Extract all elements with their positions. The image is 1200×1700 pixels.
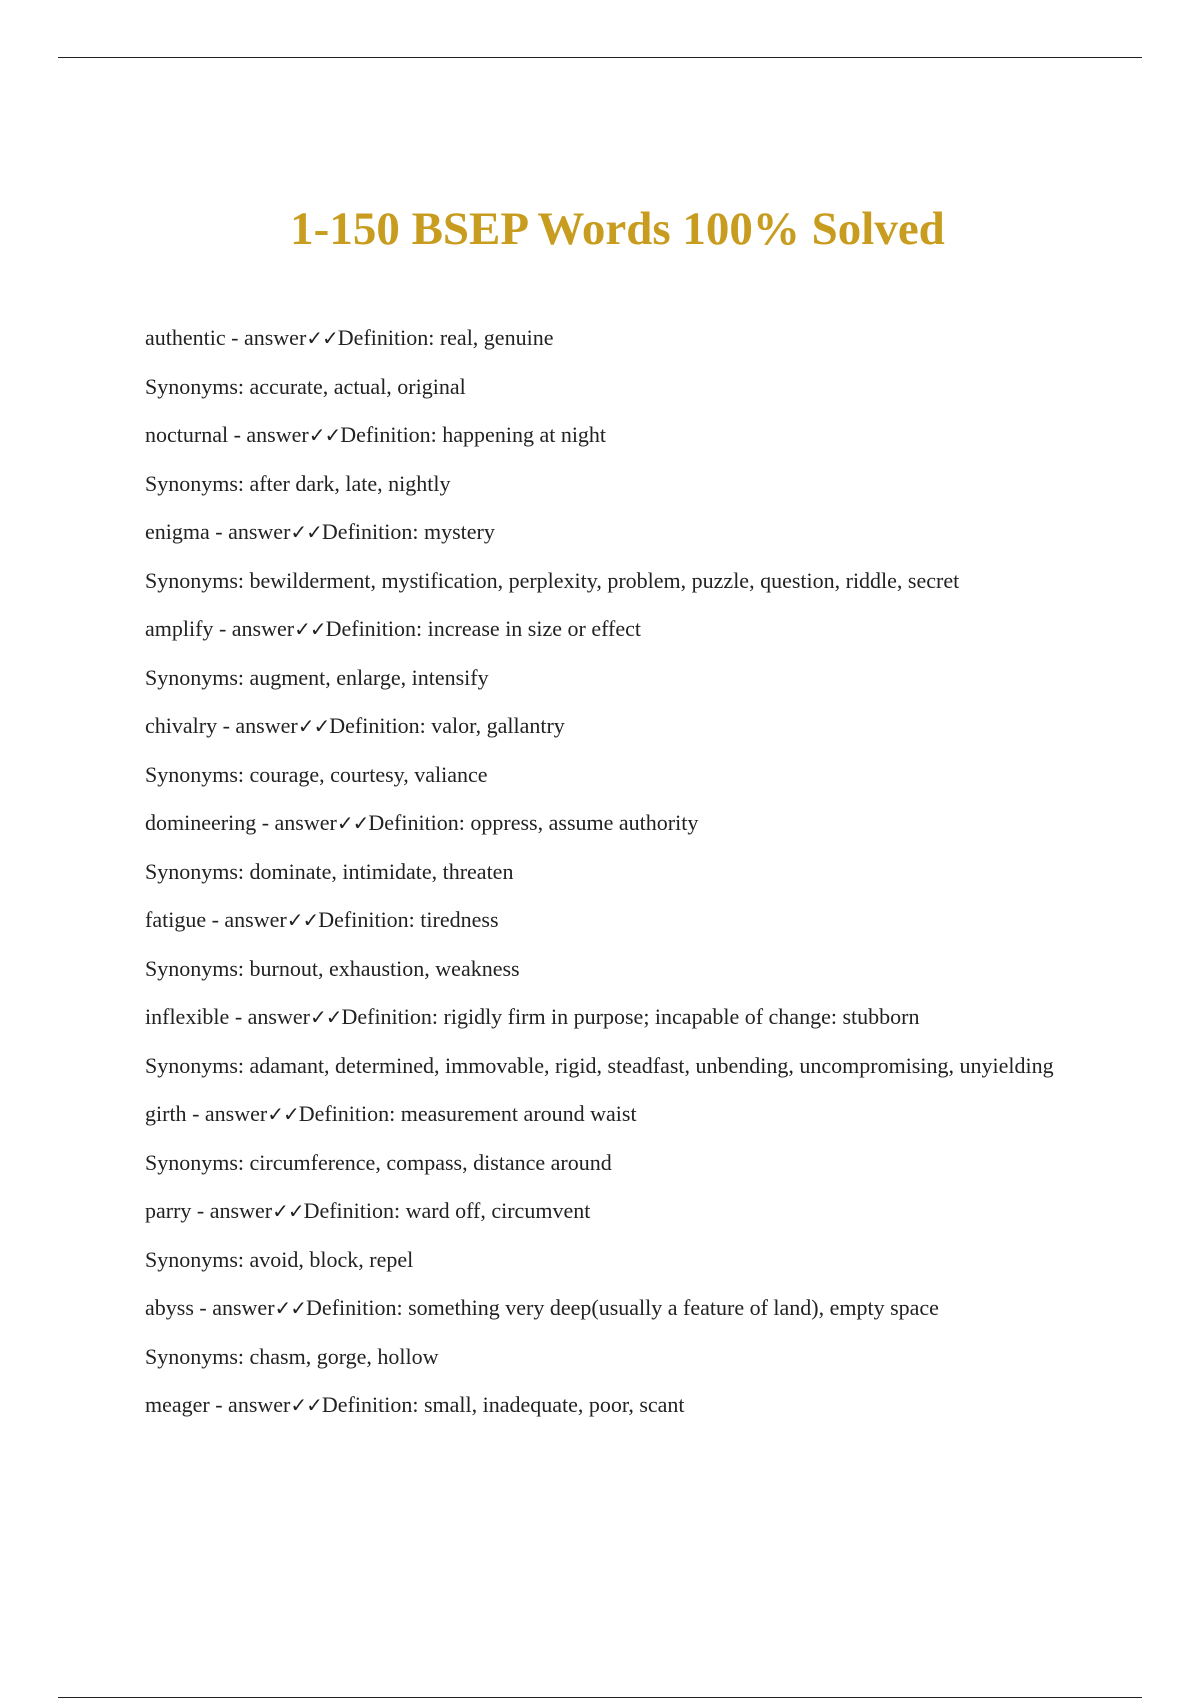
- answer-separator: - answer: [217, 713, 298, 738]
- document-title: 1-150 BSEP Words 100% Solved: [290, 203, 945, 256]
- definition-label: Definition:: [321, 519, 424, 544]
- word-entry: [145, 613, 1065, 693]
- answer-separator: - answer: [225, 325, 307, 350]
- synonyms-line: [145, 1341, 1065, 1372]
- answer-separator: - answer: [186, 1101, 268, 1126]
- term-line: [145, 904, 1065, 936]
- answer-separator: - answer: [228, 422, 309, 447]
- answer-separator: - answer: [206, 907, 287, 932]
- synonyms-line: [145, 662, 1065, 693]
- definition-text: happening at night: [442, 422, 607, 447]
- synonyms-line: [145, 953, 1065, 984]
- synonyms-line: [145, 759, 1065, 790]
- synonyms-line: [145, 1147, 1065, 1178]
- answer-separator: - answer: [256, 810, 337, 835]
- double-check-icon: ✓✓: [308, 423, 341, 447]
- synonyms-text: avoid, block, repel: [249, 1247, 414, 1272]
- word-entry: [145, 322, 1065, 402]
- synonyms-label: Synonyms:: [145, 859, 250, 884]
- term: enigma: [145, 519, 210, 544]
- term-line: [145, 807, 1065, 839]
- entry-list: [145, 322, 1065, 1438]
- term: amplify: [145, 616, 214, 641]
- definition-label: Definition:: [303, 1198, 406, 1223]
- word-entry: [145, 1292, 1065, 1372]
- word-entry: [145, 710, 1065, 790]
- word-entry: [145, 1001, 1065, 1081]
- synonyms-text: circumference, compass, distance around: [249, 1150, 612, 1175]
- definition-text: real, genuine: [439, 325, 554, 350]
- definition-text: small, inadequate, poor, scant: [423, 1392, 685, 1417]
- definition-text: valor, gallantry: [431, 713, 565, 738]
- synonyms-text: dominate, intimidate, threaten: [249, 859, 514, 884]
- synonyms-label: Synonyms:: [145, 665, 250, 690]
- double-check-icon: ✓✓: [297, 714, 330, 738]
- definition-text: something very deep(usually a feature of land), empty space: [408, 1295, 939, 1320]
- term: inflexible: [145, 1004, 230, 1029]
- definition-label: Definition:: [341, 1004, 444, 1029]
- definition-text: oppress, assume authority: [470, 810, 699, 835]
- definition-text: tiredness: [420, 907, 499, 932]
- term: fatigue: [145, 907, 207, 932]
- answer-separator: - answer: [209, 1392, 291, 1417]
- definition-text: mystery: [423, 519, 495, 544]
- bottom-rule: [58, 1697, 1142, 1698]
- term-line: [145, 1001, 1065, 1033]
- synonyms-label: Synonyms:: [145, 471, 250, 496]
- definition-label: Definition:: [325, 616, 428, 641]
- answer-separator: - answer: [213, 616, 295, 641]
- double-check-icon: ✓✓: [267, 1102, 299, 1126]
- term-line: [145, 322, 1065, 354]
- term-line: [145, 516, 1065, 548]
- synonyms-label: Synonyms:: [145, 762, 250, 787]
- term-line: [145, 710, 1065, 742]
- term-line: [145, 1195, 1065, 1227]
- double-check-icon: ✓✓: [290, 1393, 322, 1417]
- definition-label: Definition:: [337, 325, 440, 350]
- definition-label: Definition:: [321, 1392, 424, 1417]
- synonyms-label: Synonyms:: [145, 1053, 250, 1078]
- synonyms-label: Synonyms:: [145, 374, 250, 399]
- synonyms-text: bewilderment, mystification, perplexity, problem, puzzle, question, riddle, secret: [249, 568, 960, 593]
- word-entry: [145, 516, 1065, 596]
- synonyms-text: adamant, determined, immovable, rigid, steadfast, unbending, uncompromising, unyielding: [249, 1053, 1054, 1078]
- term-line: [145, 1389, 1065, 1421]
- word-entry: [145, 807, 1065, 887]
- answer-separator: - answer: [229, 1004, 310, 1029]
- definition-text: measurement around waist: [400, 1101, 637, 1126]
- word-entry: [145, 904, 1065, 984]
- term: nocturnal: [145, 422, 229, 447]
- answer-separator: - answer: [209, 519, 291, 544]
- double-check-icon: ✓✓: [290, 520, 322, 544]
- synonyms-line: [145, 1244, 1065, 1275]
- term: abyss: [145, 1295, 194, 1320]
- term: domineering: [145, 810, 257, 835]
- word-entry: [145, 1098, 1065, 1178]
- synonyms-line: [145, 565, 1065, 596]
- double-check-icon: ✓✓: [336, 811, 369, 835]
- synonyms-text: after dark, late, nightly: [249, 471, 451, 496]
- double-check-icon: ✓✓: [309, 1005, 342, 1029]
- double-check-icon: ✓✓: [306, 326, 338, 350]
- definition-text: rigidly firm in purpose; incapable of change: stubborn: [443, 1004, 920, 1029]
- definition-label: Definition:: [329, 713, 432, 738]
- term-line: [145, 1098, 1065, 1130]
- synonyms-text: chasm, gorge, hollow: [249, 1344, 439, 1369]
- definition-text: increase in size or effect: [427, 616, 642, 641]
- synonyms-label: Synonyms:: [145, 956, 250, 981]
- term: parry: [145, 1198, 192, 1223]
- term: chivalry: [145, 713, 218, 738]
- term: girth: [145, 1101, 187, 1126]
- top-rule: [58, 57, 1142, 58]
- synonyms-text: courage, courtesy, valiance: [249, 762, 488, 787]
- synonyms-line: [145, 856, 1065, 887]
- definition-text: ward off, circumvent: [405, 1198, 591, 1223]
- definition-label: Definition:: [340, 422, 443, 447]
- word-entry: [145, 1389, 1065, 1421]
- synonyms-label: Synonyms:: [145, 1344, 250, 1369]
- term-line: [145, 613, 1065, 645]
- double-check-icon: ✓✓: [286, 908, 319, 932]
- word-entry: [145, 419, 1065, 499]
- double-check-icon: ✓✓: [294, 617, 326, 641]
- definition-label: Definition:: [368, 810, 471, 835]
- definition-label: Definition:: [318, 907, 421, 932]
- synonyms-label: Synonyms:: [145, 568, 250, 593]
- answer-separator: - answer: [191, 1198, 273, 1223]
- synonyms-line: [145, 468, 1065, 499]
- synonyms-text: burnout, exhaustion, weakness: [249, 956, 520, 981]
- term: authentic: [145, 325, 226, 350]
- synonyms-text: augment, enlarge, intensify: [249, 665, 489, 690]
- definition-label: Definition:: [298, 1101, 401, 1126]
- definition-label: Definition:: [306, 1295, 409, 1320]
- synonyms-line: [145, 1050, 1065, 1081]
- term-line: [145, 1292, 1065, 1324]
- term-line: [145, 419, 1065, 451]
- synonyms-line: [145, 371, 1065, 402]
- double-check-icon: ✓✓: [272, 1199, 304, 1223]
- term: meager: [145, 1392, 210, 1417]
- double-check-icon: ✓✓: [274, 1296, 307, 1320]
- synonyms-label: Synonyms:: [145, 1150, 250, 1175]
- word-entry: [145, 1195, 1065, 1275]
- answer-separator: - answer: [193, 1295, 275, 1320]
- synonyms-text: accurate, actual, original: [249, 374, 466, 399]
- synonyms-label: Synonyms:: [145, 1247, 250, 1272]
